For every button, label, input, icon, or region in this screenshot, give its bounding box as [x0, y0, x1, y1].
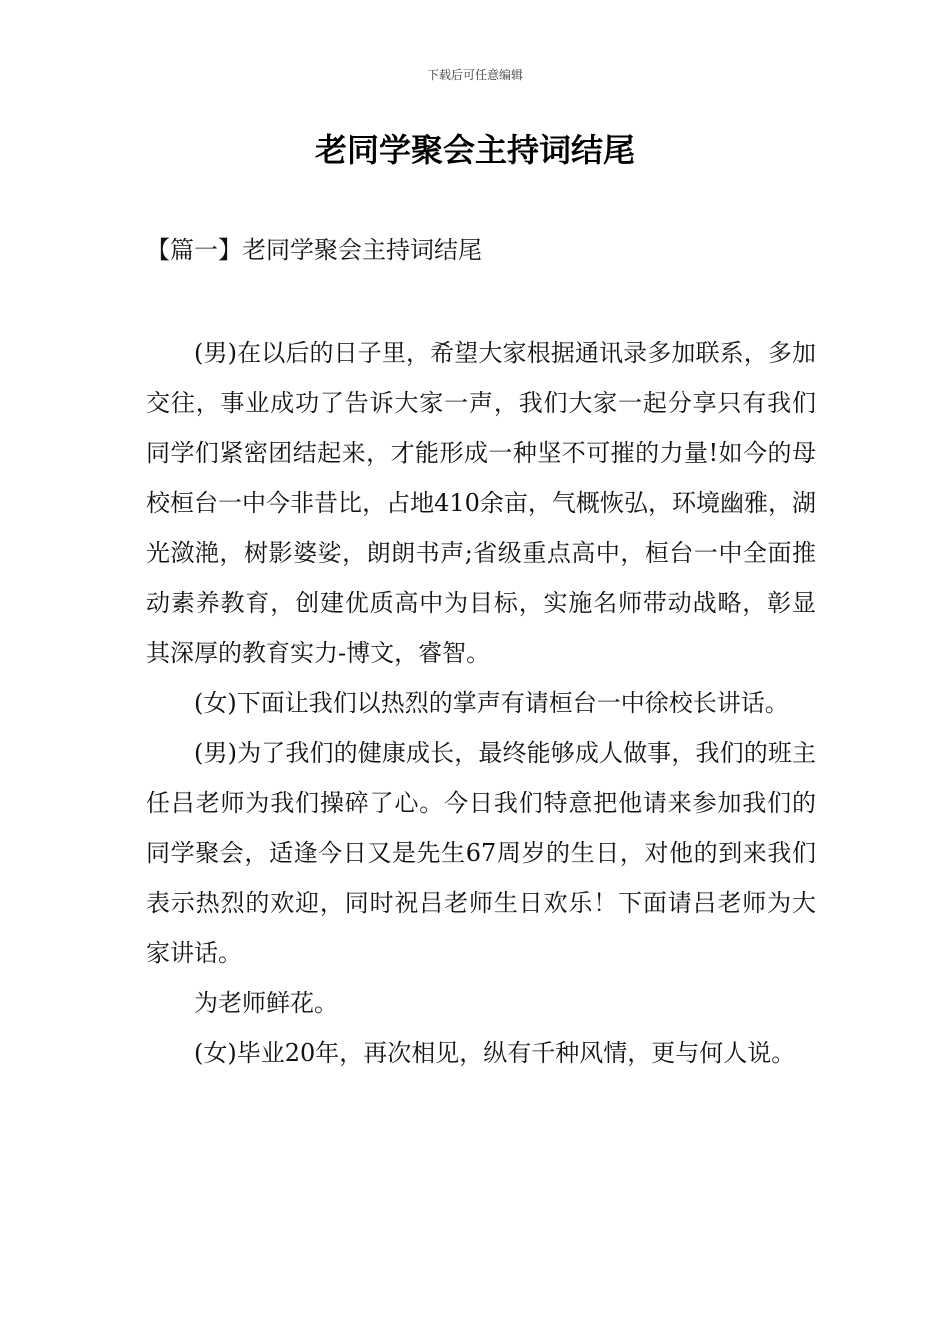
header-note: 下载后可任意编辑	[426, 68, 523, 82]
paragraph-2: (女)下面让我们以热烈的掌声有请桓台一中徐校长讲话。	[194, 689, 789, 717]
paragraph-1: (男)在以后的日子里，希望大家根据通讯录多加联系，多加交往，事业成功了告诉大家一声，我们大家一起分享只有我们同学们紧密团结起来，才能形成一种坚不可摧的力量!如今的母校桓台一中今非昔比，占地410余亩，气概恢弘，环境幽雅，湖光潋滟，树影婆娑，朗朗书声;省级重点高中，桓台一中全面推动素养教育，创建优质高中为目标，实施名师带动战略，彰显其深厚的教育实力-博文，睿智。	[146, 339, 816, 667]
section-heading: 【篇一】老同学聚会主持词结尾	[146, 236, 482, 264]
paragraph-3: (男)为了我们的健康成长，最终能够成人做事，我们的班主任吕老师为我们操碎了心。今日我们特意把他请来参加我们的同学聚会，适逢今日又是先生67周岁的生日，对他的到来我们表示热烈的欢迎，同时祝吕老师生日欢乐！下面请吕老师为大家讲话。	[146, 739, 816, 967]
paragraph-4: 为老师鲜花。	[194, 989, 338, 1017]
document-body	[146, 328, 816, 1078]
document-title: 老同学聚会主持词结尾	[314, 131, 635, 169]
paragraph-5: (女)毕业20年，再次相见，纵有千种风情，更与何人说。	[194, 1039, 796, 1067]
